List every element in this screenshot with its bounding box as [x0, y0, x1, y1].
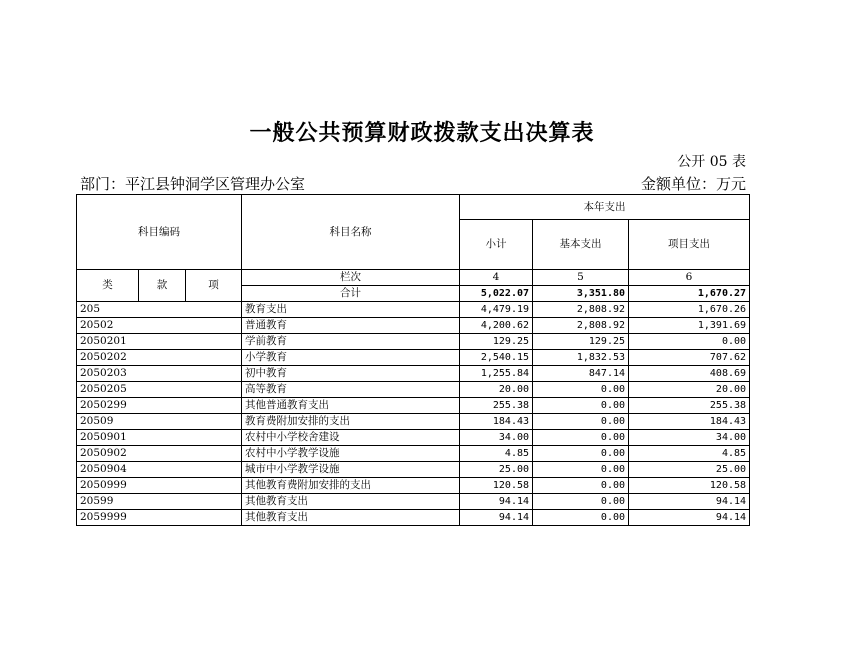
- subject-code-cell: 2050202: [77, 350, 242, 366]
- project-expenditure-cell: 1,670.26: [629, 302, 750, 318]
- basic-expenditure-cell: 847.14: [533, 366, 629, 382]
- project-expenditure-cell: 707.62: [629, 350, 750, 366]
- basic-expenditure-cell: 1,832.53: [533, 350, 629, 366]
- table-row: [77, 494, 750, 510]
- subtotal-cell: 34.00: [460, 430, 533, 446]
- subtotal-cell: 94.14: [460, 510, 533, 526]
- total-subtotal: 5,022.07: [460, 286, 533, 302]
- subject-code-cell: 205: [77, 302, 242, 318]
- subject-code-cell: 2050902: [77, 446, 242, 462]
- subject-name-cell: 农村中小学校舍建设: [242, 430, 460, 446]
- subject-code-cell: 2050299: [77, 398, 242, 414]
- subject-code-cell: 20509: [77, 414, 242, 430]
- header-column-4: 4: [460, 270, 533, 286]
- basic-expenditure-cell: 129.25: [533, 334, 629, 350]
- subtotal-cell: 184.43: [460, 414, 533, 430]
- subject-name-cell: 教育费附加安排的支出: [242, 414, 460, 430]
- subtotal-cell: 1,255.84: [460, 366, 533, 382]
- subtotal-cell: 4,200.62: [460, 318, 533, 334]
- header-column-5: 5: [533, 270, 629, 286]
- table-row: [77, 318, 750, 334]
- basic-expenditure-cell: 0.00: [533, 382, 629, 398]
- basic-expenditure-cell: 2,808.92: [533, 302, 629, 318]
- report-title: 一般公共预算财政拨款支出决算表: [249, 121, 595, 146]
- table-row: [77, 462, 750, 478]
- subject-code-cell: 2050904: [77, 462, 242, 478]
- basic-expenditure-cell: 0.00: [533, 510, 629, 526]
- subtotal-cell: 25.00: [460, 462, 533, 478]
- subject-name-cell: 其他教育费附加安排的支出: [242, 478, 460, 494]
- header-project-expenditure: 项目支出: [629, 220, 750, 270]
- header-subtotal: 小计: [460, 220, 533, 270]
- subject-name-cell: 其他教育支出: [242, 510, 460, 526]
- table-row: [77, 510, 750, 526]
- total-project: 1,670.27: [629, 286, 750, 302]
- table-row: [77, 302, 750, 318]
- subject-code-cell: 2050901: [77, 430, 242, 446]
- subject-name-cell: 其他普通教育支出: [242, 398, 460, 414]
- table-row: [77, 350, 750, 366]
- basic-expenditure-cell: 0.00: [533, 494, 629, 510]
- project-expenditure-cell: 184.43: [629, 414, 750, 430]
- subject-name-cell: 高等教育: [242, 382, 460, 398]
- table-row: [77, 446, 750, 462]
- subtotal-cell: 4.85: [460, 446, 533, 462]
- subtotal-cell: 129.25: [460, 334, 533, 350]
- form-number: 公开 05 表: [677, 154, 746, 170]
- department-label: 部门：平江县钟洞学区管理办公室: [80, 175, 306, 193]
- subtotal-cell: 4,479.19: [460, 302, 533, 318]
- header-kuan: 款: [139, 270, 186, 302]
- expenditure-table: [76, 194, 750, 526]
- subtotal-cell: 2,540.15: [460, 350, 533, 366]
- project-expenditure-cell: 94.14: [629, 494, 750, 510]
- subject-name-cell: 初中教育: [242, 366, 460, 382]
- subject-name-cell: 教育支出: [242, 302, 460, 318]
- basic-expenditure-cell: 0.00: [533, 430, 629, 446]
- basic-expenditure-cell: 0.00: [533, 414, 629, 430]
- subject-code-cell: 2059999: [77, 510, 242, 526]
- header-current-year-expenditure: 本年支出: [460, 195, 750, 220]
- subject-name-cell: 城市中小学教学设施: [242, 462, 460, 478]
- project-expenditure-cell: 0.00: [629, 334, 750, 350]
- project-expenditure-cell: 25.00: [629, 462, 750, 478]
- basic-expenditure-cell: 0.00: [533, 398, 629, 414]
- total-basic: 3,351.80: [533, 286, 629, 302]
- project-expenditure-cell: 255.38: [629, 398, 750, 414]
- subject-name-cell: 其他教育支出: [242, 494, 460, 510]
- subject-code-cell: 20599: [77, 494, 242, 510]
- basic-expenditure-cell: 0.00: [533, 462, 629, 478]
- basic-expenditure-cell: 2,808.92: [533, 318, 629, 334]
- table-row: [77, 430, 750, 446]
- header-column-number-label: 栏次: [242, 270, 460, 286]
- project-expenditure-cell: 20.00: [629, 382, 750, 398]
- subtotal-cell: 120.58: [460, 478, 533, 494]
- project-expenditure-cell: 1,391.69: [629, 318, 750, 334]
- subject-code-cell: 20502: [77, 318, 242, 334]
- header-xiang: 项: [186, 270, 242, 302]
- project-expenditure-cell: 4.85: [629, 446, 750, 462]
- subject-name-cell: 学前教育: [242, 334, 460, 350]
- header-basic-expenditure: 基本支出: [533, 220, 629, 270]
- subject-code-cell: 2050201: [77, 334, 242, 350]
- subtotal-cell: 20.00: [460, 382, 533, 398]
- table-row: [77, 366, 750, 382]
- subject-name-cell: 普通教育: [242, 318, 460, 334]
- subject-name-cell: 农村中小学教学设施: [242, 446, 460, 462]
- subject-code-cell: 2050999: [77, 478, 242, 494]
- basic-expenditure-cell: 0.00: [533, 446, 629, 462]
- project-expenditure-cell: 34.00: [629, 430, 750, 446]
- table-row: [77, 398, 750, 414]
- amount-unit-label: 金额单位：万元: [640, 175, 746, 193]
- header-subject-code: 科目编码: [77, 195, 242, 270]
- table-row: [77, 478, 750, 494]
- project-expenditure-cell: 408.69: [629, 366, 750, 382]
- header-column-6: 6: [629, 270, 750, 286]
- table-row: [77, 382, 750, 398]
- subtotal-cell: 94.14: [460, 494, 533, 510]
- subject-code-cell: 2050205: [77, 382, 242, 398]
- subject-name-cell: 小学教育: [242, 350, 460, 366]
- header-subject-name: 科目名称: [242, 195, 460, 270]
- project-expenditure-cell: 120.58: [629, 478, 750, 494]
- table-row: [77, 334, 750, 350]
- table-row: [77, 414, 750, 430]
- header-lei: 类: [77, 270, 139, 302]
- total-label: 合计: [242, 286, 460, 302]
- basic-expenditure-cell: 0.00: [533, 478, 629, 494]
- subject-code-cell: 2050203: [77, 366, 242, 382]
- project-expenditure-cell: 94.14: [629, 510, 750, 526]
- subtotal-cell: 255.38: [460, 398, 533, 414]
